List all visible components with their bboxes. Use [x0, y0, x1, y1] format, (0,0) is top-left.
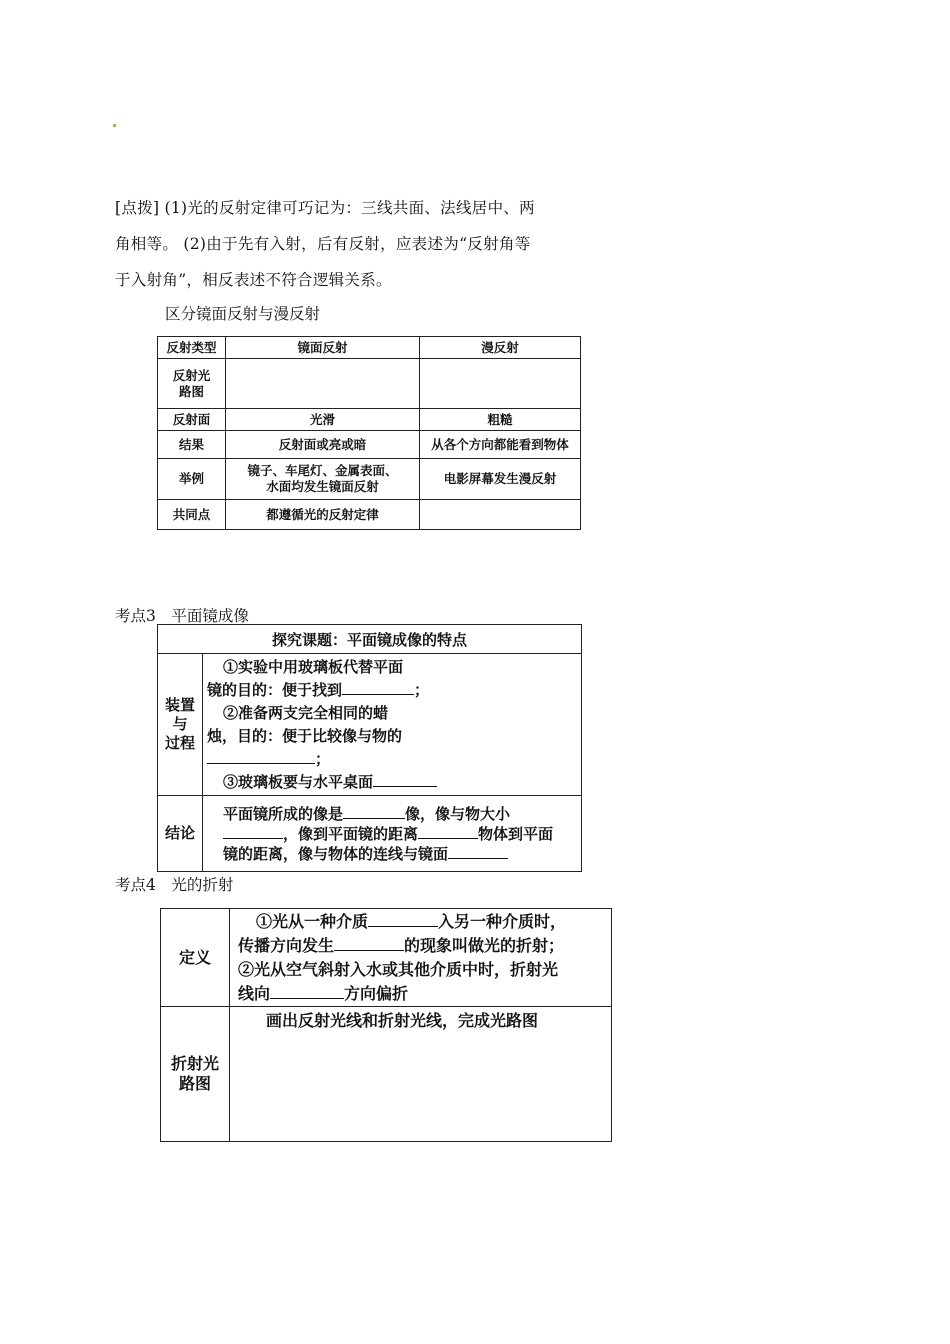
table-row — [158, 409, 581, 431]
answer-blank[interactable] — [418, 824, 478, 839]
header-cell: 反射类型 — [158, 337, 226, 359]
answer-blank[interactable] — [207, 749, 315, 764]
table-row — [158, 654, 582, 796]
row-label: 结果 — [158, 431, 226, 459]
experiment-heading: 探究课题：平面镜成像的特点 — [158, 625, 582, 654]
process-content: ①实验中用玻璃板代替平面 镜的目的：便于找到 ； ②准备两支完全相同的蜡 烛，目的：便于比较像与物的 ； ③玻璃板要与水平桌面 — [203, 654, 582, 796]
cell: 都遵循光的反射定律 — [226, 500, 420, 530]
tip-line-1: [点拨] (1)光的反射定律可巧记为：三线共面、法线居中、两 — [115, 199, 535, 217]
cell: 反射面或亮或暗 — [226, 431, 420, 459]
reflection-compare-table — [157, 336, 581, 530]
answer-blank[interactable] — [368, 912, 438, 927]
table-row — [158, 796, 582, 872]
table-row — [158, 431, 581, 459]
process-label: 装置 与 过程 — [158, 654, 203, 796]
cell — [420, 500, 581, 530]
definition-content: ①光从一种介质 入另一种介质时， 传播方向发生 的现象叫做光的折射； ②光从空气斜射入水或其他介质中时，折射光 线向 方向偏折 — [230, 909, 612, 1007]
table-row — [161, 1007, 612, 1142]
header-cell: 漫反射 — [420, 337, 581, 359]
answer-blank[interactable] — [373, 772, 437, 787]
table-header-row — [158, 337, 581, 359]
row-label: 共同点 — [158, 500, 226, 530]
tip-paragraph — [115, 190, 585, 298]
point3-title: 考点3 平面镜成像 — [115, 607, 249, 625]
cell: 光滑 — [226, 409, 420, 431]
definition-label: 定义 — [161, 909, 230, 1007]
conclusion-label: 结论 — [158, 796, 203, 872]
diagram-area: 画出反射光线和折射光线，完成光路图 — [230, 1007, 612, 1142]
row-label: 举例 — [158, 459, 226, 500]
diagram-cell-mirror — [226, 359, 420, 409]
answer-blank[interactable] — [448, 844, 508, 859]
cell: 镜子、车尾灯、金属表面、水面均发生镜面反射 — [226, 459, 420, 500]
header-cell: 镜面反射 — [226, 337, 420, 359]
table-header-row — [158, 625, 582, 654]
table-row — [158, 359, 581, 409]
answer-blank[interactable] — [343, 804, 405, 819]
tip-line-3: 于入射角”，相反表述不符合逻辑关系。 — [115, 271, 392, 289]
point4-title: 考点4 光的折射 — [115, 876, 234, 894]
cell: 电影屏幕发生漫反射 — [420, 459, 581, 500]
answer-blank[interactable] — [342, 680, 414, 695]
tip-line-2: 角相等。 (2)由于先有入射，后有反射，应表述为“反射角等 — [115, 235, 531, 253]
answer-blank[interactable] — [270, 984, 344, 999]
diagram-cell-diffuse — [420, 359, 581, 409]
row-label: 反射光路图 — [158, 359, 226, 409]
table-row — [161, 909, 612, 1007]
stray-dot — [113, 124, 116, 127]
answer-blank[interactable] — [223, 824, 283, 839]
table-row — [158, 500, 581, 530]
diagram-label: 折射光 路图 — [161, 1007, 230, 1142]
table-row — [158, 459, 581, 500]
mirror-image-table — [157, 624, 582, 872]
answer-blank[interactable] — [334, 936, 404, 951]
refraction-table — [160, 908, 612, 1142]
row-label: 反射面 — [158, 409, 226, 431]
cell: 粗糙 — [420, 409, 581, 431]
compare-caption: 区分镜面反射与漫反射 — [165, 305, 321, 323]
conclusion-content: 平面镜所成的像是 像，像与物大小 ，像到平面镜的距离 物体到平面 镜的距离，像与物体的连线与镜面 — [203, 796, 582, 872]
cell: 从各个方向都能看到物体 — [420, 431, 581, 459]
